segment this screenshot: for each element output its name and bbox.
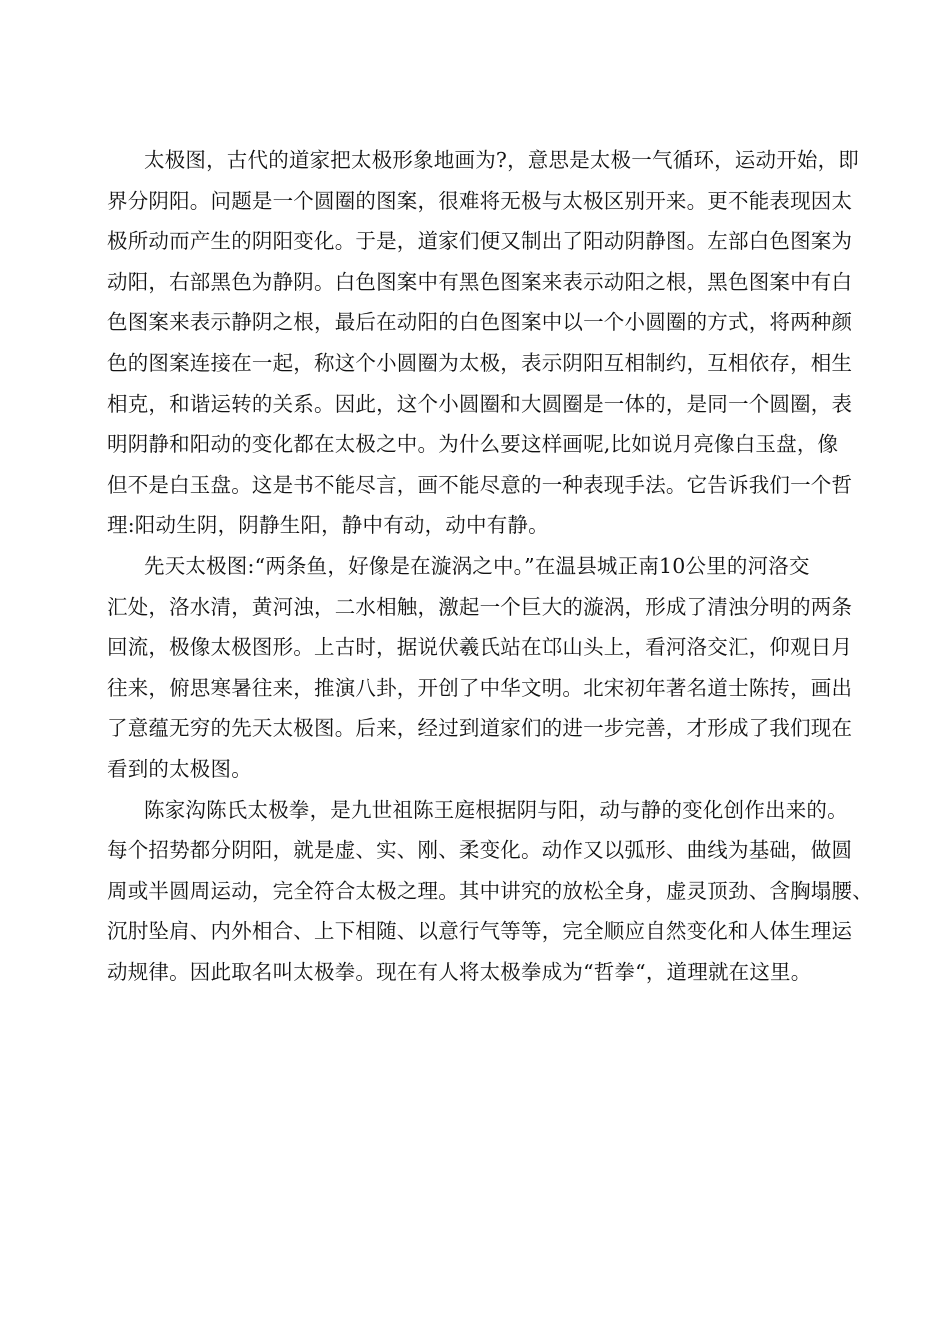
text-line: 色图案来表示静阴之根，最后在动阳的白色图案中以一个小圆圈的方式，将两种颜: [107, 310, 853, 335]
text-line: 汇处，洛水清，黄河浊，二水相触，激起一个巨大的漩涡，形成了清浊分明的两条: [107, 594, 853, 619]
text-line: 每个招势都分阴阳，就是虚、实、刚、柔变化。动作又以弧形、曲线为基础，做圆: [107, 838, 853, 863]
text-line: 看到的太极图。: [107, 756, 252, 781]
document-body: [107, 140, 873, 992]
text-line: 相克，和谐运转的关系。因此，这个小圆圈和大圆圈是一体的，是同一个圆圈，表: [107, 391, 853, 416]
text-line: 界分阴阳。问题是一个圆圈的图案，很难将无极与太极区别开来。更不能表现因太: [107, 188, 853, 213]
text-line: 极所动而产生的阴阳变化。于是，道家们便又制出了阳动阴静图。左部白色图案为: [107, 229, 853, 254]
text-line: 周或半圆周运动，完全符合太极之理。其中讲究的放松全身，虚灵顶劲、含胸塌腰、: [107, 878, 873, 903]
text-line: 了意蕴无穷的先天太极图。后来，经过到道家们的进一步完善，才形成了我们现在: [107, 716, 853, 741]
text-line: 动规律。因此取名叫太极拳。现在有人将太极拳成为“哲拳“，道理就在这里。: [107, 959, 812, 984]
text-line: 但不是白玉盘。这是书不能尽言，画不能尽意的一种表现手法。它告诉我们一个哲: [107, 472, 853, 497]
text-line: 陈家沟陈氏太极拳，是九世祖陈王庭根据阴与阳，动与静的变化创作出来的。: [144, 797, 848, 822]
paragraph-xiantian-taiji: [107, 546, 852, 790]
text-line: 太极图，古代的道家把太极形象地画为?，意思是太极一气循环，运动开始，即: [144, 148, 859, 172]
paragraph-chen-taijiquan: [107, 790, 873, 993]
text-line: 动阳，右部黑色为静阴。白色图案中有黑色图案来表示动阳之根，黑色图案中有白: [107, 269, 853, 294]
text-line: 回流，极像太极图形。上古时，据说伏羲氏站在邙山头上，看河洛交汇，仰观日月: [107, 635, 853, 660]
text-line: 往来，俯思寒暑往来，推演八卦，开创了中华文明。北宋初年著名道士陈抟，画出: [107, 675, 853, 700]
text-line: 理:阳动生阴，阴静生阳，静中有动，动中有静。: [107, 513, 549, 538]
text-line: 明阴静和阳动的变化都在太极之中。为什么要这样画呢,比如说月亮像白玉盘，像: [107, 432, 839, 457]
paragraph-taiji-diagram: [107, 140, 859, 546]
text-line: 沉肘坠肩、内外相合、上下相随、以意行气等等，完全顺应自然变化和人体生理运: [107, 919, 853, 944]
text-line: 先天太极图:“两条鱼，好像是在漩涡之中。”在温县城正南10公里的河洛交: [144, 553, 810, 578]
text-line: 色的图案连接在一起，称这个小圆圈为太极，表示阴阳互相制约，互相依存，相生: [107, 350, 853, 375]
